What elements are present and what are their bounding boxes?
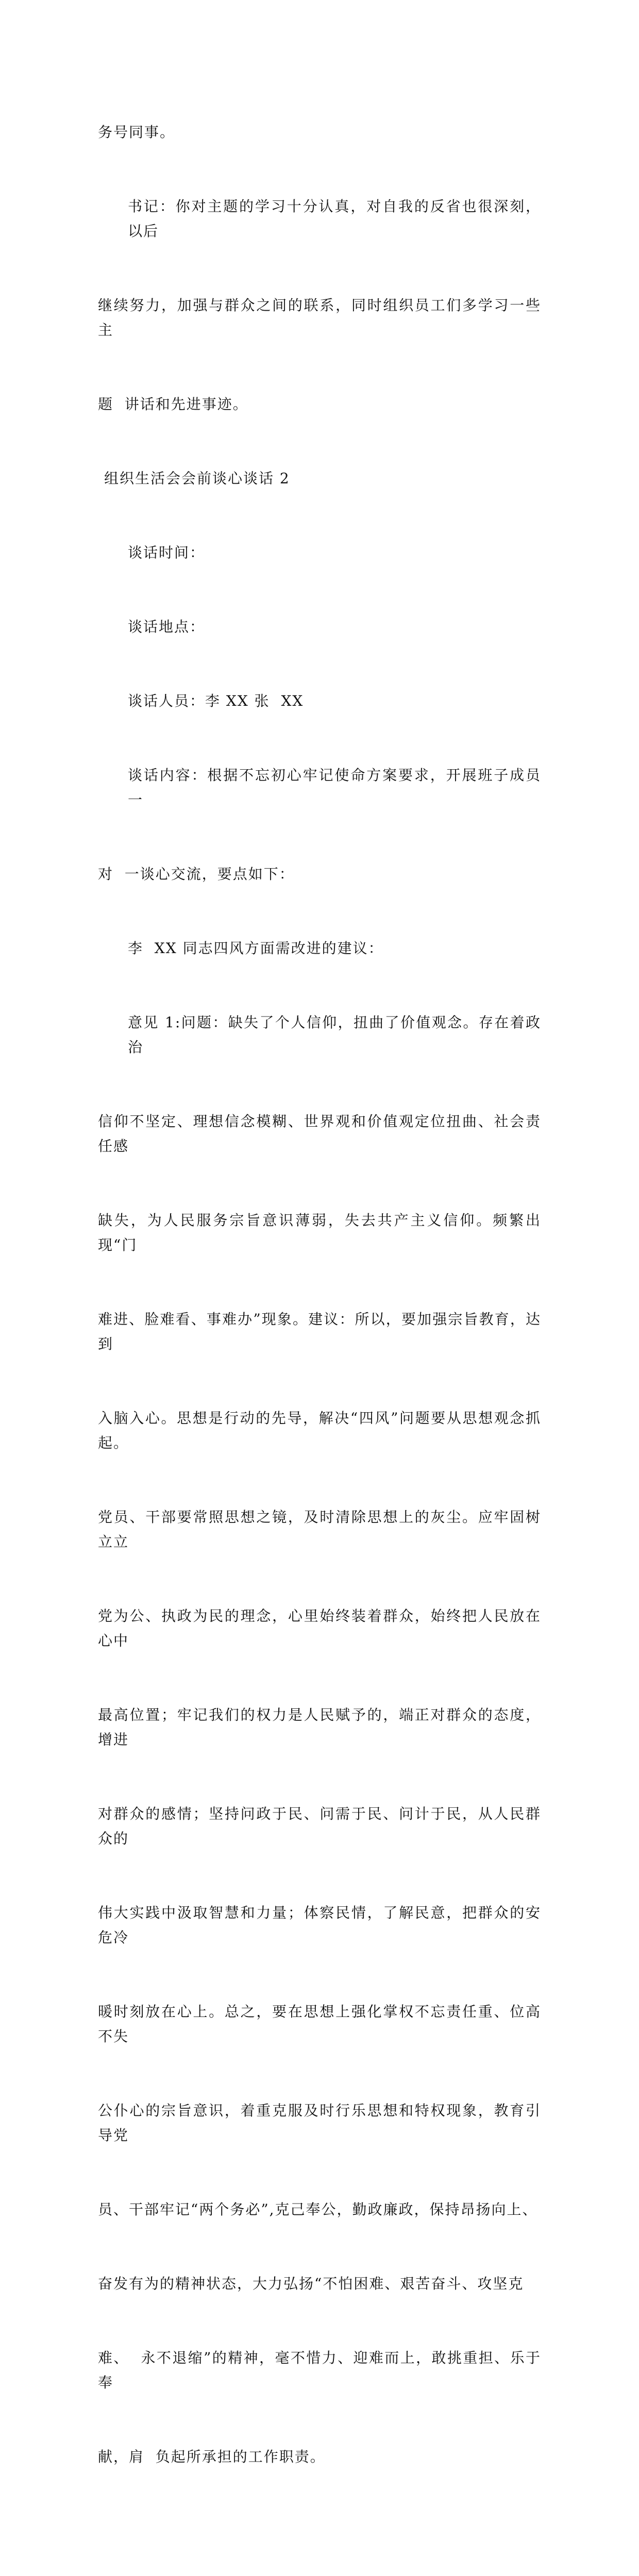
text-line: 员、干部牢记“两个务必”,克己奉公，勤政廉政，保持昂扬向上、 [98,2201,538,2218]
text-line: 入脑入心。思想是行动的先导，解决“四风”问题要从思想观念抓起。 [98,1410,541,1451]
text-line: 对 一谈心交流，要点如下： [98,866,295,883]
text-line: 献，肩 负起所承担的工作职责。 [98,2448,326,2465]
text-line: 难进、脸难看、事难办”现象。建议：所以，要加强宗旨教育，达到 [98,1311,541,1352]
text-line: 继续努力，加强与群众之间的联系，同时组织员工们多学习一些主 [98,297,541,338]
text-line: 党员、干部要常照思想之镜，及时清除思想上的灰尘。应牢固树立立 [98,1509,541,1550]
text-line: 谈话内容：根据不忘初心牢记使命方案要求，开展班子成员一 [128,767,541,808]
text-line: 最高位置；牢记我们的权力是人民赋予的，端正对群众的态度，增进 [98,1706,541,1748]
paragraph-gap [98,2519,541,2526]
text-line: 务号同事。 [98,124,176,141]
text-line: 书记：你对主题的学习十分认真，对自我的反省也很深刻，以后 [128,198,541,240]
text-line: 谈话人员：李 XX 张 XX [128,692,304,709]
text-line: 信仰不坚定、理想信念模糊、世界观和价值观定位扭曲、社会责任感 [98,1113,541,1155]
text-line: 题 讲话和先进事迹。 [98,396,248,413]
text-line: 奋发有为的精神状态，大力弘扬“不怕困难、艰苦奋斗、攻坚克 [98,2275,524,2292]
text-line: 缺失，为人民服务宗旨意识薄弱，失去共产主义信仰。频繁出现“门 [98,1212,541,1253]
text-line: 伟大实践中汲取智慧和力量；体察民情，了解民意，把群众的安危冷 [98,1904,541,1946]
text-line: 公仆心的宗旨意识，着重克服及时行乐思想和特权现象，教育引导党 [98,2102,541,2144]
text-line: 谈话地点： [128,618,206,635]
document-body [98,71,541,2576]
text-line: 谈话时间： [128,544,206,561]
text-line: 李 XX 同志四风方面需改进的建议： [128,940,384,957]
text-line: 党为公、执政为民的理念，心里始终装着群众，始终把人民放在心中 [98,1607,541,1649]
text-line: 意见 1:问题：缺失了个人信仰，扭曲了价值观念。存在着政治 [128,1014,541,1056]
text-line: 难、 永不退缩”的精神，毫不惜力、迎难而上，敢挑重担、乐于奉 [98,2349,541,2391]
text-line: 暖时刻放在心上。总之，要在思想上强化掌权不忘责任重、位高不失 [98,2003,541,2045]
section-heading: 组织生活会会前谈心谈话 2 [104,470,290,487]
text-line: 对群众的感情；坚持问政于民、问需于民、问计于民，从人民群众的 [98,1805,541,1847]
